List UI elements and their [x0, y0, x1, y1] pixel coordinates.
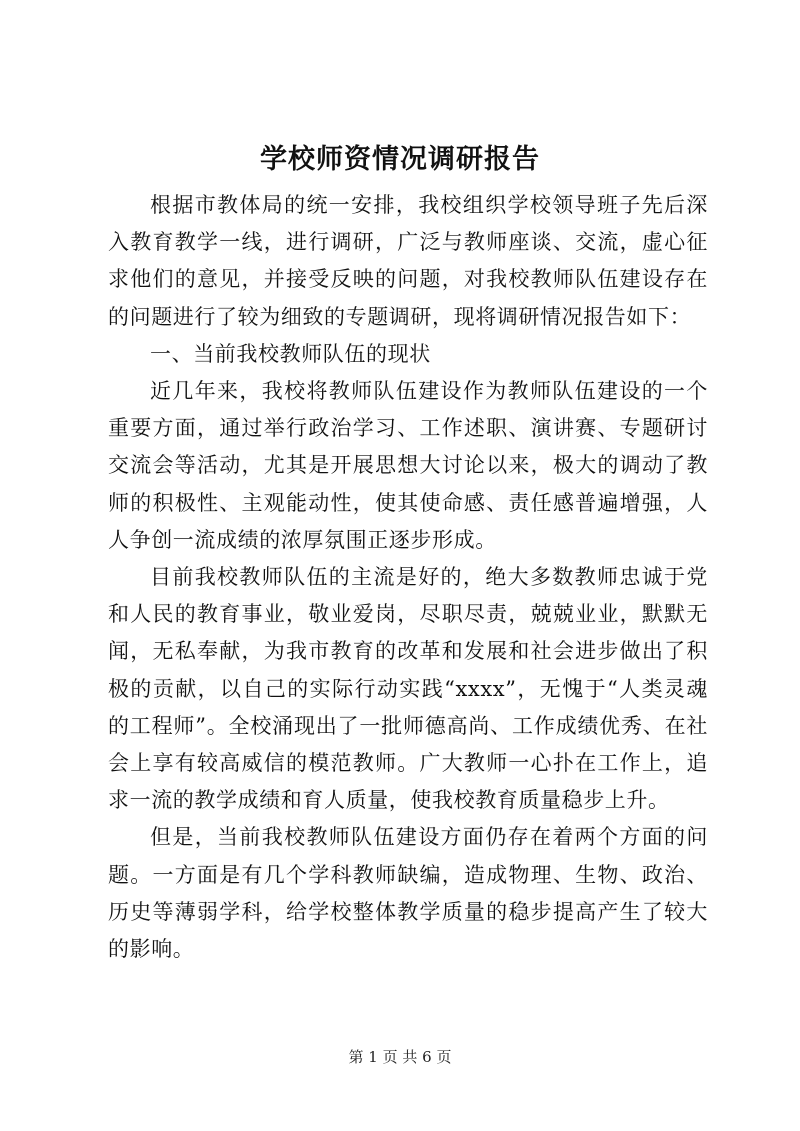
- section-heading: 一、当前我校教师队伍的现状: [150, 341, 431, 366]
- paragraph-mainstream: 目前我校教师队伍的主流是好的，绝大多数教师忠诚于党和人民的教育事业，敬业爱岗，尽职尽责，兢兢业业，默默无闻，无私奉献，为我市教育的改革和发展和社会进步做出了积极的贡献，以自己的实际行动实践“xxxx”，无愧于“人类灵魂的工程师”。全校涌现出了一批师德高尚、工作成绩优秀、在社会上享有较高威信的模范教师。广大教师一心扑在工作上，追求一流的教学成绩和育人质量，使我校教育质量稳步上升。: [108, 565, 709, 813]
- paragraph-intro: 根据市教体局的统一安排，我校组织学校领导班子先后深入教育教学一线，进行调研，广泛与教师座谈、交流，虚心征求他们的意见，并接受反映的问题，对我校教师队伍建设存在的问题进行了较为细致的专题调研，现将调研情况报告如下：: [108, 193, 708, 329]
- paragraph-status: 近几年来，我校将教师队伍建设作为教师队伍建设的一个重要方面，通过举行政治学习、工作述职、演讲赛、专题研讨交流会等活动，尤其是开展思想大讨论以来，极大的调动了教师的积极性、主观能动性，使其使命感、责任感普遍增强，人人争创一流成绩的浓厚氛围正逐步形成。: [108, 379, 708, 552]
- document-body: [108, 187, 708, 968]
- document-title: 学校师资情况调研报告: [260, 144, 540, 175]
- page-number: 第 1 页 共 6 页: [348, 1048, 452, 1066]
- paragraph-problems: 但是，当前我校教师队伍建设方面仍存在着两个方面的问题。一方面是有几个学科教师缺编，造成物理、生物、政治、历史等薄弱学科，给学校整体教学质量的稳步提高产生了较大的影响。: [108, 825, 708, 962]
